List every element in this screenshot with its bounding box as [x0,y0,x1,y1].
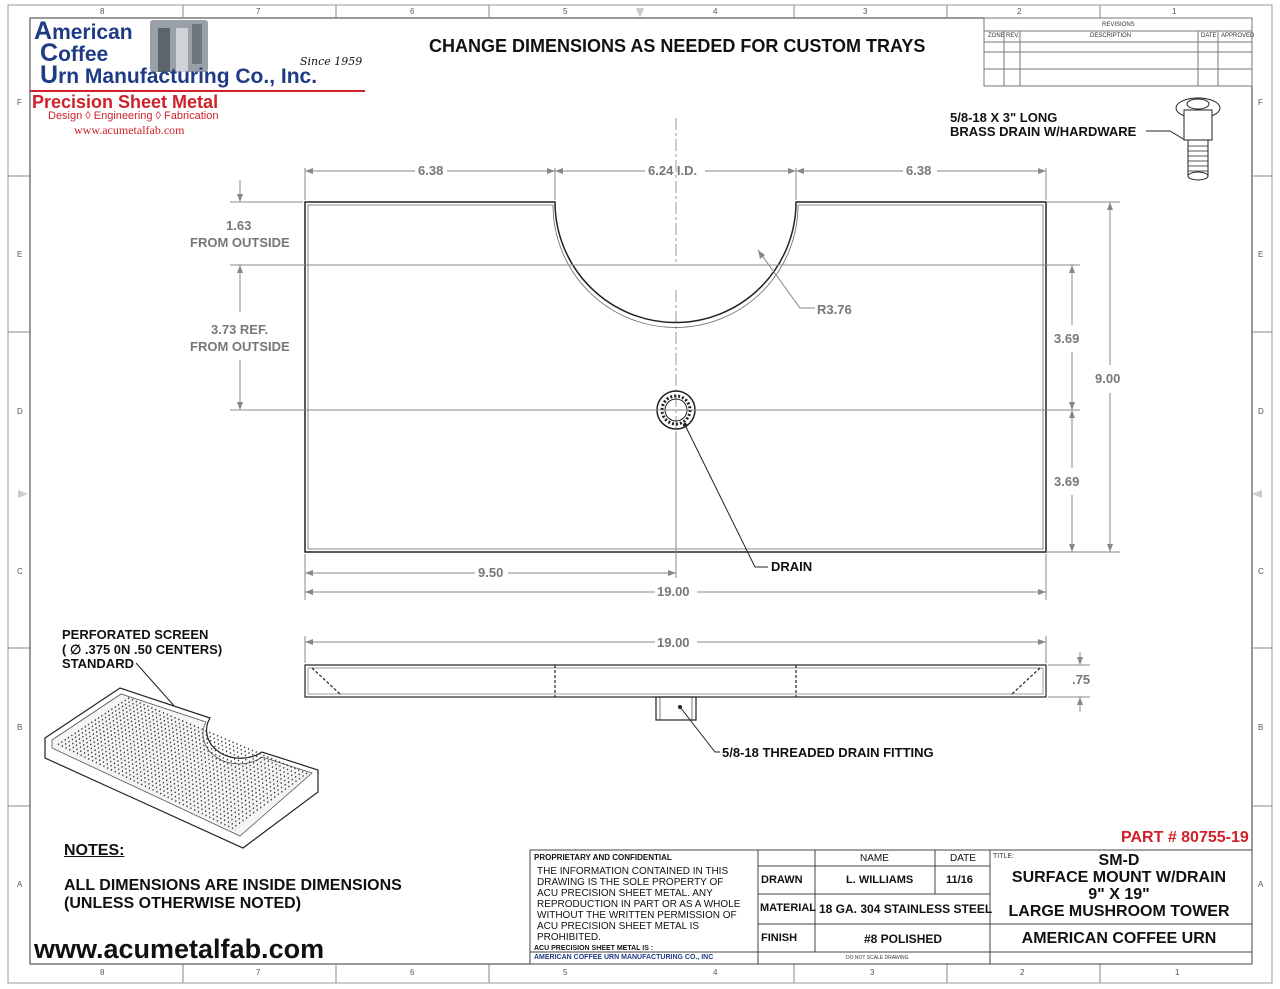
notes-line1: ALL DIMENSIONS ARE INSIDE DIMENSIONS [64,877,402,894]
tb-title-line-1: SM-D [1098,852,1140,869]
proprietary-line-7: PROHIBITED. [537,932,601,943]
dim-ref-value: 3.73 REF. [211,322,269,337]
zone-right-F: F [1258,98,1263,107]
revisions-col-zone: ZONE [988,33,1005,39]
zone-bottom-6: 6 [410,968,415,977]
dim-left-span: 6.38 [418,163,444,178]
dim-drain-x: 9.50 [478,565,504,580]
dim-lower-half: 3.69 [1054,474,1080,489]
tb-material-label: MATERIAL [760,902,817,914]
revisions-col-rev: REV. [1006,33,1020,39]
zone-top-7: 7 [256,7,261,16]
dim-height: 9.00 [1095,371,1121,386]
sheet-border-outer [8,5,1272,983]
tb-title-line-3: 9" X 19" [1088,886,1150,903]
proprietary-line-6: ACU PRECISION SHEET METAL IS [537,921,700,932]
revisions-col-date: DATE [1201,33,1217,39]
tb-date-header: DATE [950,853,976,864]
leader-dots [678,423,687,709]
logo-line-urn [40,61,318,89]
zone-bottom-5: 5 [563,968,568,977]
callout-drain: DRAIN [771,559,813,574]
part-number: PART # 80755-19 [1121,829,1249,846]
zone-left-C: C [17,567,23,576]
dim-from-outside-label: FROM OUTSIDE [190,235,290,250]
acu-company: AMERICAN COFFEE URN MANUFACTURING CO., INC [534,954,714,961]
leader-lines [136,131,1185,752]
website-footer: www.acumetalfab.com [34,934,325,964]
revisions-title: REVISIONS [1102,22,1135,28]
zone-left-F: F [17,98,22,107]
dim-ref-label: FROM OUTSIDE [190,339,290,354]
zone-right-C: C [1258,567,1264,576]
tb-title-line-4: LARGE MUSHROOM TOWER [1008,903,1230,920]
tb-drawn-name: L. WILLIAMS [846,874,914,886]
revision-table [984,18,1255,86]
dim-from-outside-value: 1.63 [226,218,252,233]
tb-finish-label: FINISH [761,932,798,944]
notes-heading: NOTES: [64,842,125,859]
dim-depth: .75 [1072,672,1091,687]
logo-word-american: merican [52,21,133,44]
callout-brass-drain-line1: 5/8-18 X 3" LONG [950,110,1058,125]
dim-radius: R3.76 [817,302,852,317]
proprietary-heading: PROPRIETARY AND CONFIDENTIAL [534,853,672,862]
proprietary-line-3: ACU PRECISION SHEET METAL. ANY [537,888,713,899]
callout-threaded-fitting: 5/8-18 THREADED DRAIN FITTING [722,745,934,760]
logo-cap-u: U [40,61,59,89]
zone-bottom-4: 4 [713,968,718,977]
zone-bottom-2: 2 [1020,968,1025,977]
acu-is-label: ACU PRECISION SHEET METAL IS : [534,945,654,952]
logo-word-coffee: offee [58,43,109,66]
logo-cap-c: C [40,39,59,67]
zone-right-B: B [1258,723,1264,732]
logo-word-urn: rn Manufacturing Co., Inc. [58,65,318,88]
logo-since: Since 1959 [300,55,363,68]
proprietary-line-5: WITHOUT THE WRITTEN PERMISSION OF [537,910,737,921]
tb-name-header: NAME [860,853,889,864]
tray-side-view [305,665,1046,720]
callout-screen-line2: ( ∅ .375 0N .50 CENTERS) [62,642,223,657]
zone-top-6: 6 [410,7,415,16]
zone-left-E: E [17,250,23,259]
callout-screen-line1: PERFORATED SCREEN [62,627,209,642]
zone-right-A: A [1258,880,1264,889]
zone-right-D: D [1258,407,1264,416]
revisions-col-approved: APPROVED [1221,33,1255,39]
dimension-arrows [237,168,1113,705]
logo-cap-a: A [34,17,53,45]
dim-upper-half: 3.69 [1054,331,1080,346]
dim-id-span: 6.24 I.D. [648,163,698,178]
dim-right-span: 6.38 [906,163,932,178]
logo-services: Design ◊ Engineering ◊ Fabrication [48,110,219,122]
callout-brass-drain-line2: BRASS DRAIN W/HARDWARE [950,124,1137,139]
zone-top-4: 4 [713,7,718,16]
zone-bottom-3: 3 [870,968,875,977]
zone-top-1: 1 [1172,7,1177,16]
dim-width: 19.00 [657,584,690,599]
zone-top-8: 8 [100,7,105,16]
tb-company: AMERICAN COFFEE URN [1021,930,1217,947]
zone-ticks [8,5,1272,983]
zone-top-2: 2 [1017,7,1022,16]
proprietary-line-1: THE INFORMATION CONTAINED IN THIS [537,866,729,877]
zone-right-E: E [1258,250,1264,259]
revisions-col-desc: DESCRIPTION [1090,33,1132,39]
zone-top-3: 3 [863,7,868,16]
zone-top-5: 5 [563,7,568,16]
proprietary-line-4: REPRODUCTION IN PART OR AS A WHOLE [537,899,741,910]
tb-material-value: 18 GA. 304 STAINLESS STEEL [819,902,993,916]
tb-finish-value: #8 POLISHED [864,932,943,946]
zone-bottom-7: 7 [256,968,261,977]
dim-side-width: 19.00 [657,635,690,650]
zone-bottom-8: 8 [100,968,105,977]
perforated-screen-graphic [45,688,318,848]
tb-title-line-2: SURFACE MOUNT W/DRAIN [1011,869,1227,886]
notes-line2: (UNLESS OTHERWISE NOTED) [64,895,302,912]
zone-left-B: B [17,723,23,732]
tb-drawn-label: DRAWN [761,874,803,886]
tb-do-not-scale: DO NOT SCALE DRAWING [846,955,909,961]
zone-left-A: A [17,880,23,889]
proprietary-line-2: DRAWING IS THE SOLE PROPERTY OF [537,877,724,888]
logo-tagline: Precision Sheet Metal [32,92,219,112]
header-note: CHANGE DIMENSIONS AS NEEDED FOR CUSTOM TRAYS [429,36,926,56]
zone-bottom-1: 1 [1175,968,1180,977]
callout-screen-line3: STANDARD [62,656,134,671]
tb-drawn-date: 11/16 [946,874,973,886]
zone-left-D: D [17,407,23,416]
tb-title-label: TITLE: [993,853,1015,860]
dimension-lines [230,168,1120,712]
logo-url: www.acumetalfab.com [74,123,185,137]
